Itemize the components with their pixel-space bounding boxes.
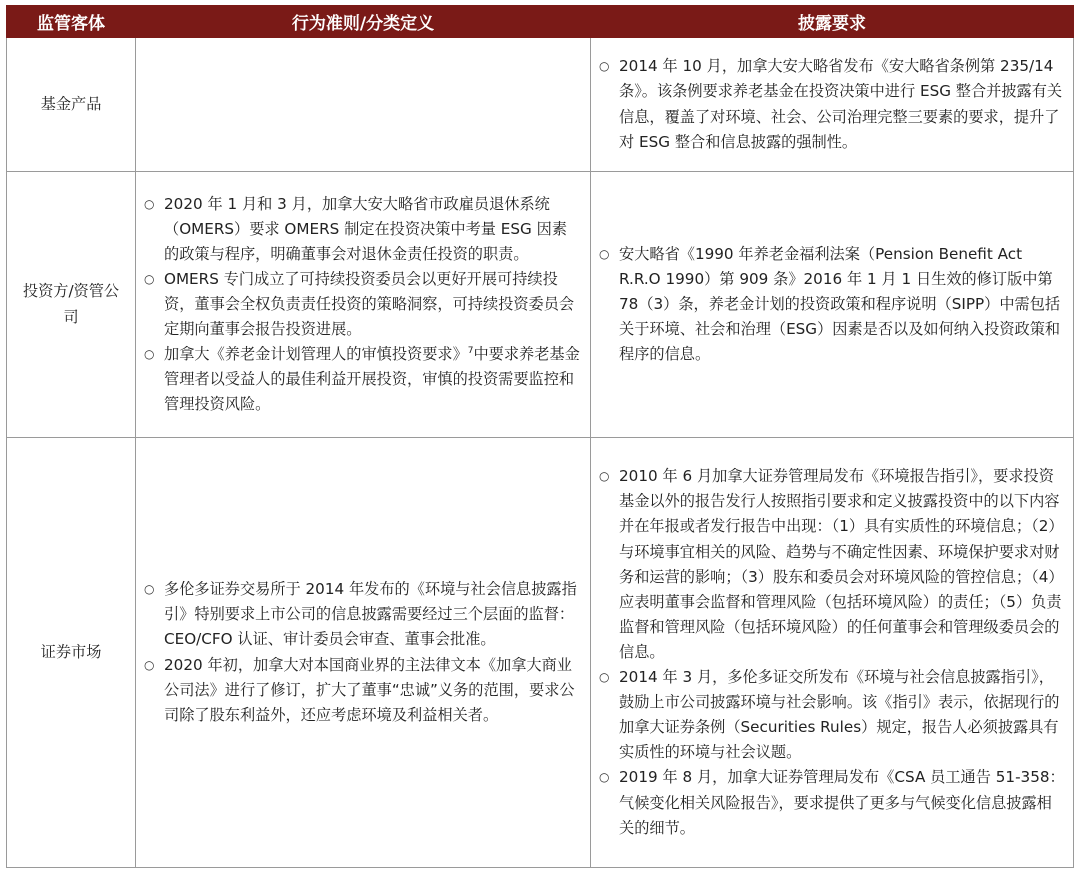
disclosure-list xyxy=(597,464,1065,840)
bullet-circle-icon: ○ xyxy=(599,770,610,785)
header-row xyxy=(7,6,1074,38)
header-disclosure: 披露要求 xyxy=(591,6,1074,38)
list-item: ○ 加拿大《养老金计划管理人的审慎投资要求》$^7$中要求养老基金管理者以受益人的最佳利益开展投资，审慎的投资需要监控和管理投资风险。 xyxy=(142,342,582,417)
table-row xyxy=(7,172,1074,438)
category-cell: 基金产品 xyxy=(7,38,136,172)
footnote-mark: 7 xyxy=(467,346,474,357)
disclosure-cell xyxy=(591,438,1074,868)
header-subject: 监管客体 xyxy=(7,6,136,38)
list-item: ○ 安大略省《1990 年养老金福利法案（Pension Benefit Act R.R.O 1990）第 909 条》2016 年 1 月 1 日生效的修订版中第 78（3）条，养老金计划的投资政策和程序说明（SIPP）中需包括关于环境、社会和治理（ESG）因素是否以及如何纳入投资政策和程序的信息。 xyxy=(597,242,1065,367)
conduct-cell xyxy=(136,438,591,868)
conduct-list xyxy=(142,192,582,418)
top-border xyxy=(0,0,1080,4)
regulation-table xyxy=(6,5,1074,868)
list-item: ○ 2020 年初，加拿大对本国商业界的主法律文本《加拿大商业公司法》进行了修订，扩大了董事“忠诚”义务的范围，要求公司除了股东利益外，还应考虑环境及利益相关者。 xyxy=(142,653,582,728)
list-item: ○ 2020 年 1 月和 3 月，加拿大安大略省市政雇员退休系统（OMERS）要求 OMERS 制定在投资决策中考量 ESG 因素的政策与程序，明确董事会对退休金责任投资的职责。 xyxy=(142,192,582,267)
bullet-circle-icon: ○ xyxy=(599,670,610,685)
list-item: ○ 2014 年 10 月，加拿大安大略省发布《安大略省条例第 235/14 条》。该条例要求养老基金在投资决策中进行 ESG 整合并披露有关信息，覆盖了对环境、社会、公司治理完整三要素的要求，提升了对 ESG 整合和信息披露的强制性。 xyxy=(597,54,1065,154)
list-item: ○ OMERS 专门成立了可持续投资委员会以更好开展可持续投资，董事会全权负责责任投资的策略洞察，可持续投资委员会定期向董事会报告投资进展。 xyxy=(142,267,582,342)
bullet-circle-icon: ○ xyxy=(144,271,155,286)
bullet-circle-icon: ○ xyxy=(144,657,155,672)
bullet-circle-icon: ○ xyxy=(144,196,155,211)
disclosure-cell xyxy=(591,38,1074,172)
bullet-circle-icon: ○ xyxy=(144,347,155,362)
bullet-circle-icon: ○ xyxy=(144,582,155,597)
bullet-circle-icon: ○ xyxy=(599,469,610,484)
list-item: ○ 多伦多证券交易所于 2014 年发布的《环境与社会信息披露指引》特别要求上市公司的信息披露需要经过三个层面的监督：CEO/CFO 认证、审计委员会审查、董事会批准。 xyxy=(142,577,582,652)
category-cell: 投资方/资管公司 xyxy=(7,172,136,438)
list-item: ○ 2019 年 8 月，加拿大证券管理局发布《CSA 员工通告 51-358：气候变化相关风险报告》，要求提供了更多与气候变化信息披露相关的细节。 xyxy=(597,765,1065,840)
bullet-circle-icon: ○ xyxy=(599,59,610,74)
conduct-cell xyxy=(136,38,591,172)
disclosure-list xyxy=(597,242,1065,367)
conduct-cell xyxy=(136,172,591,438)
category-cell: 证券市场 xyxy=(7,438,136,868)
disclosure-list xyxy=(597,54,1065,154)
list-item: ○ 2014 年 3 月，多伦多证交所发布《环境与社会信息披露指引》，鼓励上市公司披露环境与社会影响。该《指引》表示，依据现行的加拿大证券条例（Securities Rules）规定，报告人必须披露具有实质性的环境与社会议题。 xyxy=(597,665,1065,765)
conduct-list xyxy=(142,577,582,728)
header-conduct: 行为准则/分类定义 xyxy=(136,6,591,38)
disclosure-cell xyxy=(591,172,1074,438)
table-row xyxy=(7,438,1074,868)
bullet-circle-icon: ○ xyxy=(599,246,610,261)
list-item: ○ 2010 年 6 月加拿大证券管理局发布《环境报告指引》，要求投资基金以外的报告发行人按照指引要求和定义披露投资中的以下内容并在年报或者发行报告中出现：（1）具有实质性的环境信息；（2）与环境事宜相关的风险、趋势与不确定性因素、环境保护要求对财务和运营的影响；（3）股东和委员会对环境风险的管控信息；（4）应表明董事会监督和管理风险（包括环境风险）的责任；（5）负责监督和管理风险（包括环境风险）的任何董事会和管理级委员会的信息。 xyxy=(597,464,1065,665)
table-row xyxy=(7,38,1074,172)
